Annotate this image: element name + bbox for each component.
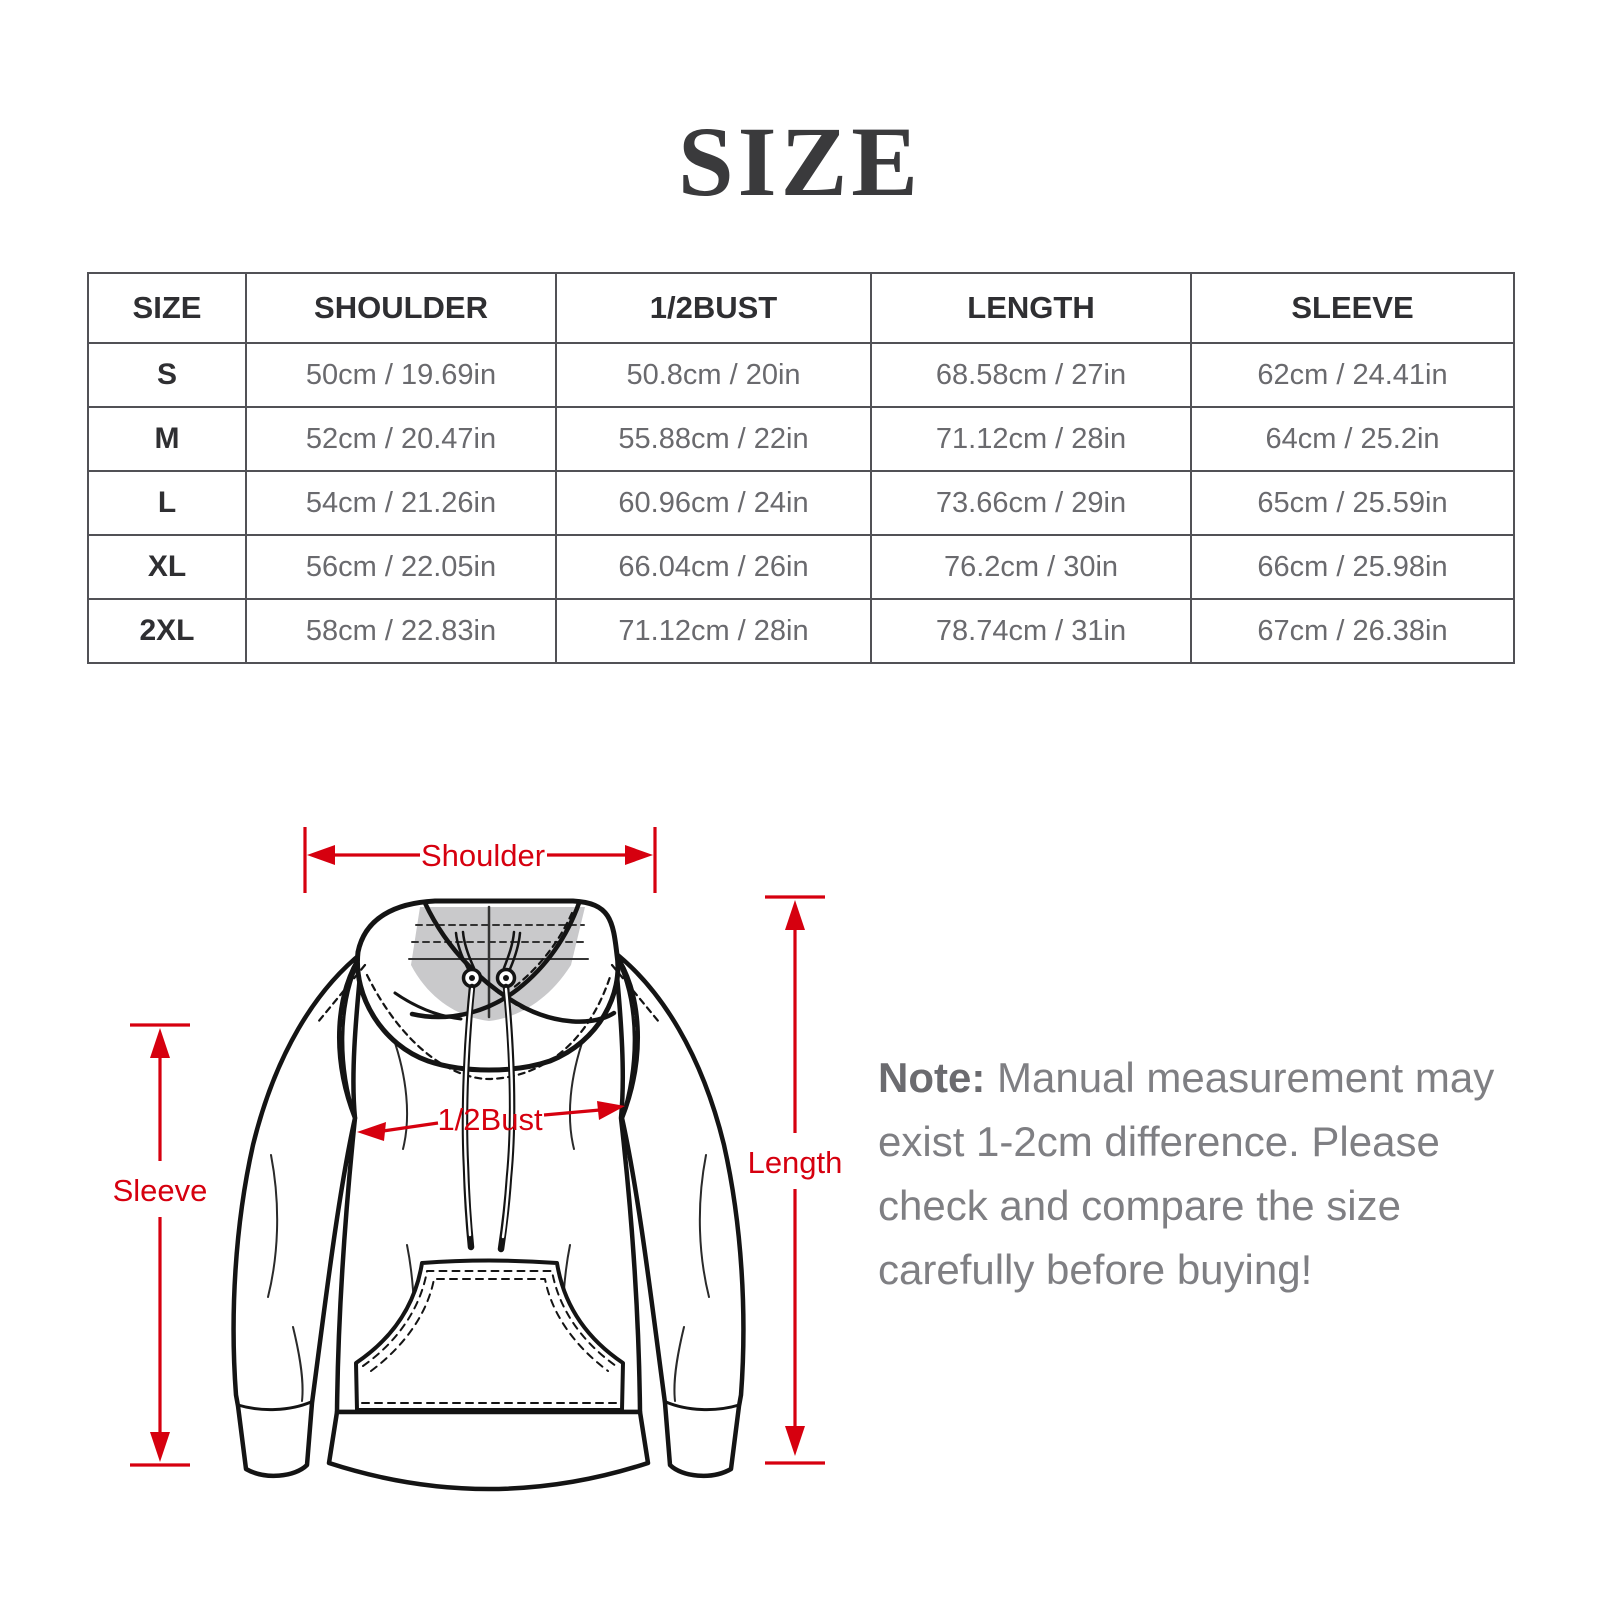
cell-size: L xyxy=(88,471,246,535)
table-row xyxy=(88,343,1514,407)
cell-bust: 55.88cm / 22in xyxy=(556,407,871,471)
cell-bust: 50.8cm / 20in xyxy=(556,343,871,407)
sleeve-label: Sleeve xyxy=(112,1173,208,1208)
cell-sleeve: 65cm / 25.59in xyxy=(1191,471,1514,535)
cell-length: 71.12cm / 28in xyxy=(871,407,1191,471)
note-body: Manual measurement may exist 1-2cm difference. Please check and compare the size carefully before buying! xyxy=(878,1054,1495,1293)
cell-sleeve: 67cm / 26.38in xyxy=(1191,599,1514,663)
table-row xyxy=(88,407,1514,471)
cell-shoulder: 50cm / 19.69in xyxy=(246,343,556,407)
cell-sleeve: 62cm / 24.41in xyxy=(1191,343,1514,407)
cell-length: 68.58cm / 27in xyxy=(871,343,1191,407)
cell-length: 76.2cm / 30in xyxy=(871,535,1191,599)
note-text xyxy=(878,1046,1496,1302)
table-row xyxy=(88,535,1514,599)
cell-size: XL xyxy=(88,535,246,599)
cell-bust: 71.12cm / 28in xyxy=(556,599,871,663)
cell-sleeve: 64cm / 25.2in xyxy=(1191,407,1514,471)
hem-band xyxy=(329,1412,648,1489)
shoulder-label: Shoulder xyxy=(420,838,546,873)
eyelet-hole xyxy=(503,975,509,981)
page-title: SIZE xyxy=(678,106,922,217)
hoodie-measurement-diagram xyxy=(95,815,855,1515)
cell-shoulder: 58cm / 22.83in xyxy=(246,599,556,663)
col-header-shoulder: SHOULDER xyxy=(246,273,556,343)
col-header-length: LENGTH xyxy=(871,273,1191,343)
cell-shoulder: 56cm / 22.05in xyxy=(246,535,556,599)
col-header-size: SIZE xyxy=(88,273,246,343)
col-header-sleeve: SLEEVE xyxy=(1191,273,1514,343)
table-row xyxy=(88,471,1514,535)
cell-size: S xyxy=(88,343,246,407)
cell-length: 73.66cm / 29in xyxy=(871,471,1191,535)
cell-shoulder: 54cm / 21.26in xyxy=(246,471,556,535)
cell-shoulder: 52cm / 20.47in xyxy=(246,407,556,471)
shoulder-arrow xyxy=(305,827,655,893)
hoodie-sketch xyxy=(234,901,744,1489)
cell-size: M xyxy=(88,407,246,471)
table-row xyxy=(88,599,1514,663)
table-header-row xyxy=(88,273,1514,343)
cell-size: 2XL xyxy=(88,599,246,663)
length-label: Length xyxy=(747,1145,843,1180)
note-prefix: Note: xyxy=(878,1054,986,1101)
cell-length: 78.74cm / 31in xyxy=(871,599,1191,663)
col-header-bust: 1/2BUST xyxy=(556,273,871,343)
size-table xyxy=(87,272,1515,664)
length-arrow xyxy=(748,897,843,1463)
sleeve-arrow xyxy=(113,1025,208,1465)
cell-bust: 60.96cm / 24in xyxy=(556,471,871,535)
cell-bust: 66.04cm / 26in xyxy=(556,535,871,599)
cell-sleeve: 66cm / 25.98in xyxy=(1191,535,1514,599)
eyelet-hole xyxy=(469,975,475,981)
bust-label: 1/2Bust xyxy=(437,1102,543,1137)
